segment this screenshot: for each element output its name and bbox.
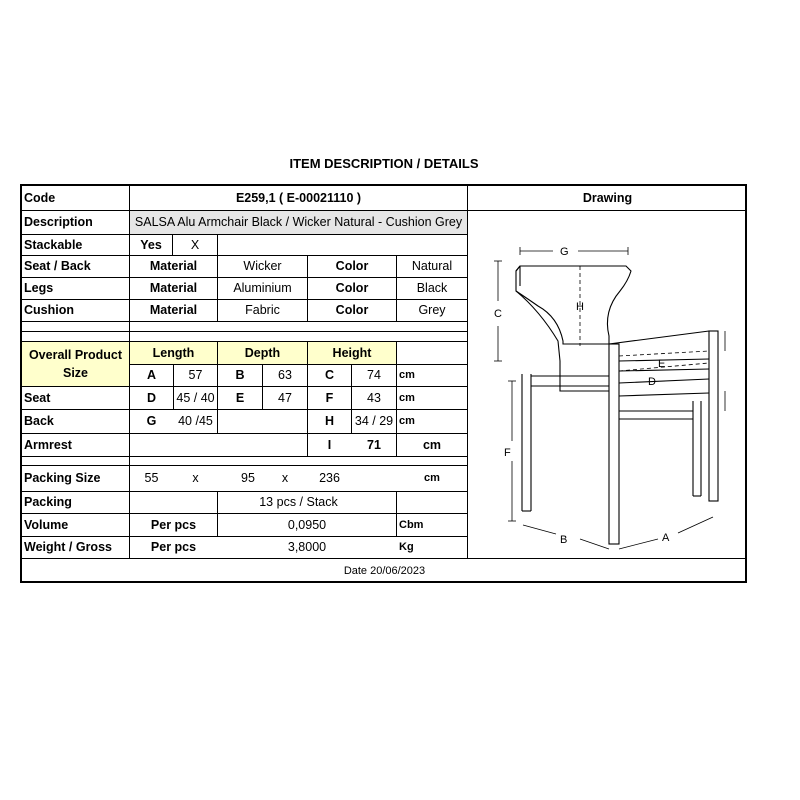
size-unit: cm <box>399 369 415 381</box>
details-table <box>20 184 747 583</box>
h-value: 34 / 29 <box>354 414 394 428</box>
packing-x2: x <box>281 471 289 485</box>
e-letter: E <box>235 390 245 405</box>
cushion-material: Fabric <box>245 303 280 317</box>
packing-value: 13 pcs / Stack <box>259 495 338 509</box>
seat-unit: cm <box>399 391 415 404</box>
stackable-yes: Yes <box>140 237 162 252</box>
armchair-drawing <box>468 211 747 557</box>
label-e: E <box>658 358 666 370</box>
packing-size-unit: cm <box>424 472 440 484</box>
cushion-color-label: Color <box>335 303 369 317</box>
back-unit: cm <box>399 415 415 427</box>
weight-unit: Kg <box>399 541 414 553</box>
length-header: Length <box>152 345 195 360</box>
c-letter: C <box>324 368 335 382</box>
document-title: ITEM DESCRIPTION / DETAILS <box>289 156 479 171</box>
d-letter: D <box>146 390 157 405</box>
g-letter: G <box>146 414 157 428</box>
packing-depth: 95 <box>241 471 255 485</box>
label-g: G <box>560 246 569 258</box>
label-c: C <box>494 308 502 320</box>
f-value: 43 <box>367 390 381 405</box>
seat-label: Seat <box>24 390 51 405</box>
packing-label: Packing <box>24 495 72 509</box>
weight-value: 3,8000 <box>287 540 327 554</box>
volume-per: Per pcs <box>150 517 197 532</box>
stackable-mark: X <box>190 237 200 252</box>
armrest-label: Armrest <box>24 437 72 452</box>
c-value: 74 <box>367 368 381 382</box>
height-header: Height <box>332 345 372 360</box>
label-d: D <box>648 376 656 388</box>
legs-label: Legs <box>24 281 54 295</box>
legs-color-label: Color <box>335 281 369 295</box>
cushion-color: Grey <box>418 303 446 317</box>
packing-size-label: Packing Size <box>24 471 101 485</box>
seat-back-color-label: Color <box>335 259 369 273</box>
code-value: E259,1 ( E-00021110 ) <box>235 191 362 205</box>
cushion-label: Cushion <box>24 303 74 317</box>
e-value: 47 <box>278 390 292 405</box>
seat-back-color: Natural <box>411 259 453 273</box>
date-footer: Date 20/06/2023 <box>343 565 426 577</box>
label-b: B <box>560 534 568 546</box>
cushion-material-label: Material <box>149 303 198 317</box>
back-label: Back <box>24 414 54 428</box>
b-value: 63 <box>278 368 292 382</box>
a-letter: A <box>146 368 157 382</box>
armrest-unit: cm <box>422 437 442 452</box>
i-letter: I <box>327 437 332 452</box>
overall-size-label: Overall Product Size <box>28 347 123 380</box>
seat-back-material-label: Material <box>149 259 198 273</box>
code-label: Code <box>24 191 56 205</box>
i-value: 71 <box>367 437 381 452</box>
seat-back-material: Wicker <box>243 259 282 273</box>
volume-unit: Cbm <box>399 518 424 531</box>
weight-per: Per pcs <box>150 540 197 554</box>
stackable-label: Stackable <box>24 237 83 252</box>
seat-back-label: Seat / Back <box>24 259 91 273</box>
d-value: 45 / 40 <box>176 390 215 405</box>
legs-material-label: Material <box>149 281 198 295</box>
volume-value: 0,0950 <box>287 517 327 532</box>
label-f: F <box>504 447 511 459</box>
description-value: SALSA Alu Armchair Black / Wicker Natural - Cushion Grey <box>134 214 463 229</box>
packing-width: 55 <box>144 471 159 485</box>
weight-label: Weight / Gross <box>24 540 112 554</box>
legs-color: Black <box>416 281 448 295</box>
h-letter: H <box>324 414 335 428</box>
description-label: Description <box>24 215 93 229</box>
drawing-label: Drawing <box>582 191 633 205</box>
label-h: H <box>576 301 584 313</box>
f-letter: F <box>325 390 334 405</box>
g-value: 40 /45 <box>178 414 213 428</box>
a-value: 57 <box>188 368 203 382</box>
legs-material: Aluminium <box>233 281 292 295</box>
packing-height: 236 <box>319 471 340 485</box>
b-letter: B <box>235 368 245 382</box>
depth-header: Depth <box>244 345 281 360</box>
label-a: A <box>662 532 670 544</box>
volume-label: Volume <box>24 517 69 532</box>
packing-x1: x <box>192 471 199 485</box>
